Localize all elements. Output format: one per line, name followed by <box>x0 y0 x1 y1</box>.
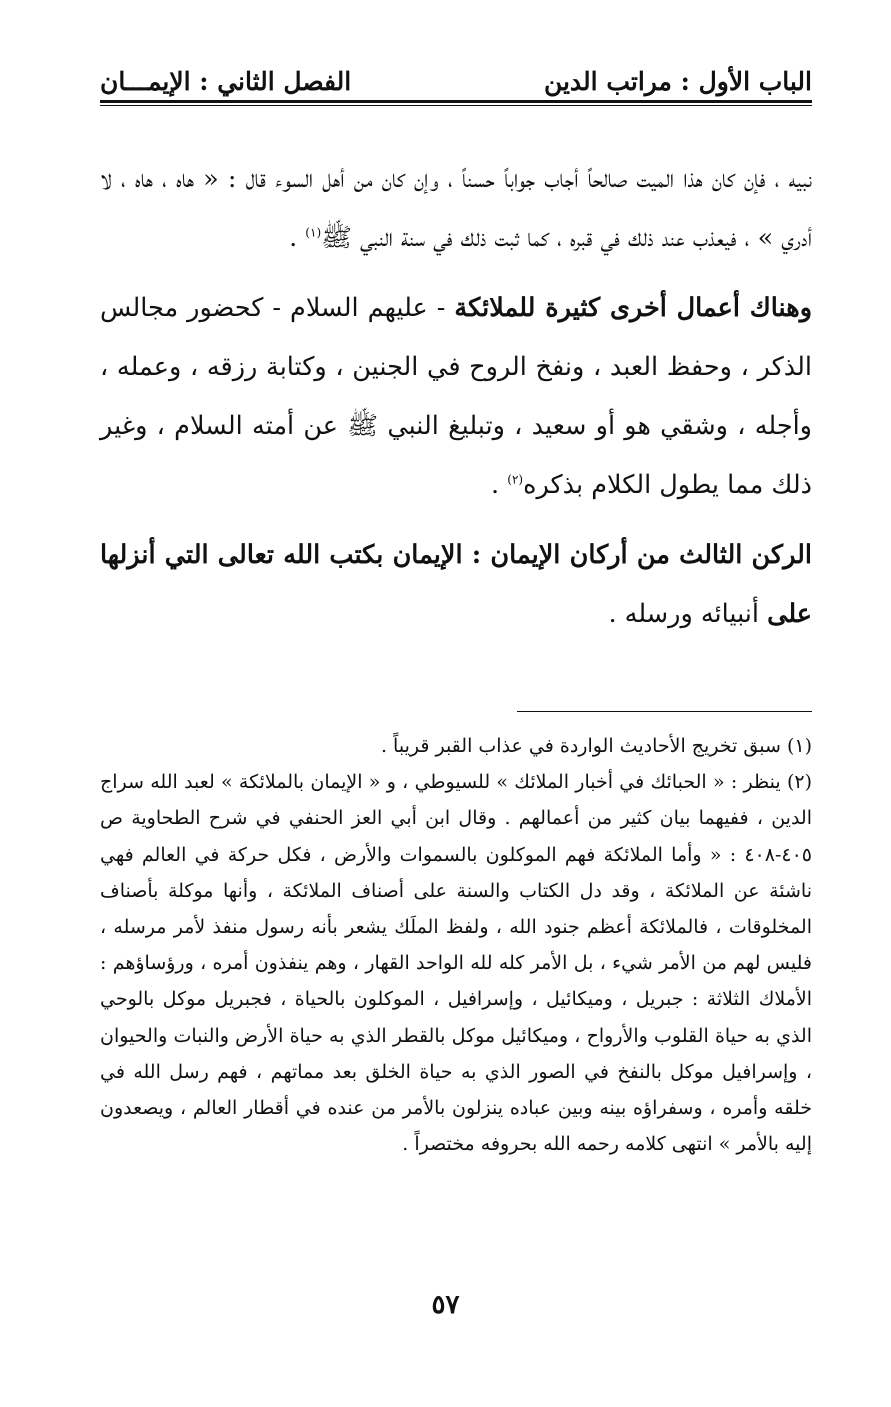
paragraph-2 <box>100 279 812 515</box>
footnote-2 <box>100 764 812 1162</box>
header-rule-thick <box>100 100 812 103</box>
footnote-ref-2: (٢) <box>507 472 524 487</box>
paragraph-1-end: . <box>289 223 306 253</box>
header-section-title: الفصل الثاني : الإيمـــان <box>100 66 352 96</box>
paragraph-3 <box>100 526 812 644</box>
footnote-1-number: (١) <box>786 735 812 757</box>
running-header <box>100 58 812 104</box>
paragraph-1 <box>100 150 812 268</box>
footnote-ref-1: (١) <box>305 225 322 240</box>
paragraph-1-text: نبيه ، فإن كان هذا الميت صالحاً أجاب جواباً حسناً ، وإن كان من أهل السوء قال : « هاه ، هاه ، لا أدري » ، فيعذب عند ذلك في قبره ، كما ثبت ذلك في سنة النبي ﷺ <box>100 164 812 253</box>
footnote-2-number: (٢) <box>786 771 812 794</box>
paragraph-2-end: . <box>491 470 508 500</box>
page-number: ٥٧ <box>431 1290 460 1320</box>
footnote-1-text: سبق تخريج الأحاديث الواردة في عذاب القبر قريباً . <box>380 735 787 757</box>
header-chapter-title: الباب الأول : مراتب الدين <box>543 66 812 96</box>
paragraph-3-text: أنبيائه ورسله . <box>608 599 768 629</box>
footnote-1 <box>100 728 812 764</box>
paragraph-3-lead: الركن الثالث من أركان الإيمان : الإيمان بكتب الله تعالى التي أنزلها على <box>100 540 812 629</box>
footnote-separator <box>517 711 812 712</box>
footnote-2-text: ينظر : « الحبائك في أخبار الملائك » للسيوطي ، و « الإيمان بالملائكة » لعبد الله سراج الدين ، ففيهما بيان كثير من أعمالهم . وقال ابن أبي العز الحنفي في شرح الطحاوية ص ٤٠٥-٤٠٨ : « وأما الملائكة فهم الموكلون بالسموات والأرض ، فكل حركة في العالم فهي ناشئة عن الملائكة ، وقد دل الكتاب والسنة على أصناف الملائكة ، وأنها موكلة بأصناف المخلوقات ، فالملائكة أعظم جنود الله ، ولفظ الملَك يشعر بأنه رسول منفذ لأمر مرسله ، فليس لهم من الأمر شيء ، بل الأمر كله لله الواحد القهار ، وهم ينفذون أمره ، ورؤساؤهم : الأملاك الثلاثة : جبريل ، وميكائيل ، وإسرافيل ، الموكلون بالحياة ، فجبريل موكل بالوحي الذي به حياة القلوب والأرواح ، وميكائيل موكل بالقطر الذي به حياة الأرض والنبات والحيوان ، وإسرافيل موكل بالنفخ في الصور الذي به حياة الخلق بعد مماتهم ، فهم رسل الله في خلقه وأمره ، وسفراؤه بينه وبين عباده ينزلون بالأمر من عنده في أقطار العالم ، ويصعدون إليه بالأمر » انتهى كلامه رحمه الله بحروفه مختصراً . <box>100 771 813 1156</box>
footnotes <box>100 728 812 1162</box>
paragraph-2-lead: وهناك أعمال أخرى كثيرة للملائكة <box>454 293 813 323</box>
main-text <box>100 150 812 644</box>
paragraph-2-text: - عليهم السلام - كحضور مجالس الذكر ، وحفظ العبد ، ونفخ الروح في الجنين ، وكتابة رزقه ، وعمله ، وأجله ، وشقي هو أو سعيد ، وتبليغ النبي ﷺ عن أمته السلام ، وغير ذلك مما يطول الكلام بذكره <box>100 293 812 500</box>
header-rule-thin <box>100 105 812 106</box>
